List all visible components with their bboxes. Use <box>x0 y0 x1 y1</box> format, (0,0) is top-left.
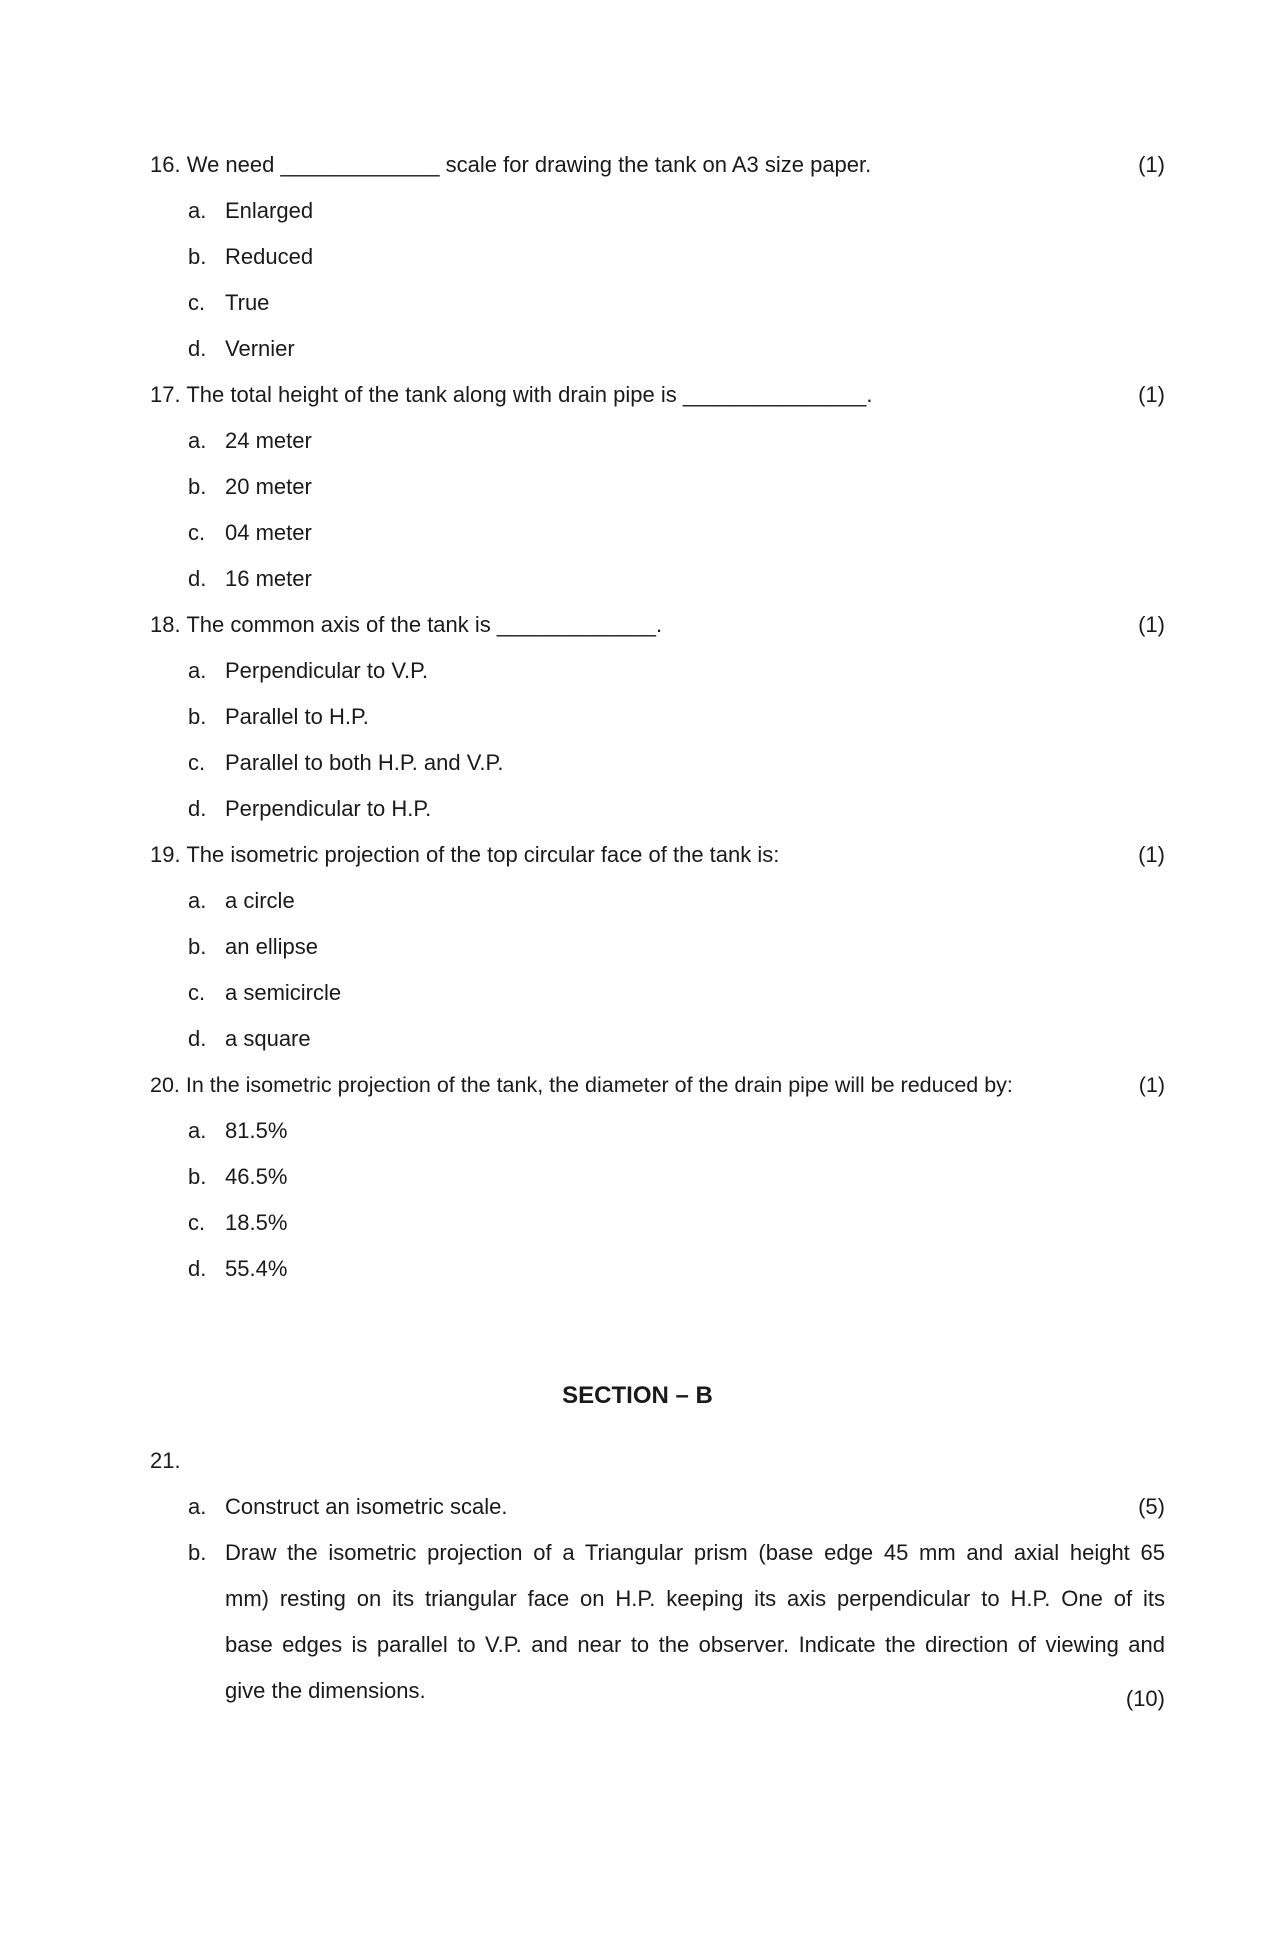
option-letter: b. <box>188 934 207 959</box>
option-text: Parallel to both H.P. and V.P. <box>225 750 504 775</box>
option-text: 18.5% <box>225 1210 288 1235</box>
option-text: Perpendicular to V.P. <box>225 658 429 683</box>
question-body: The total height of the tank along with drain pipe is _______________. <box>186 382 873 407</box>
option <box>188 702 369 732</box>
option-letter: c. <box>188 1210 206 1235</box>
option-letter: a. <box>188 198 207 223</box>
option-text: 16 meter <box>225 566 312 591</box>
option <box>188 196 313 226</box>
option <box>188 242 313 272</box>
option-letter: b. <box>188 704 207 729</box>
option <box>188 426 312 456</box>
option <box>188 1208 287 1238</box>
option <box>188 748 503 778</box>
option-text: Perpendicular to H.P. <box>225 796 432 821</box>
marks-label: (5) <box>1138 1494 1165 1519</box>
option-letter: c. <box>188 520 206 545</box>
option-letter: d. <box>188 336 207 361</box>
question-21-part-a <box>188 1492 1165 1522</box>
question-number: 20. <box>150 1073 180 1097</box>
option <box>188 1162 287 1192</box>
marks-label: (1) <box>1138 842 1165 867</box>
question-text <box>150 840 779 870</box>
question-text <box>150 1070 1013 1100</box>
option-text: a circle <box>225 888 295 913</box>
option-text: Parallel to H.P. <box>225 704 369 729</box>
option <box>188 794 431 824</box>
option <box>188 1024 311 1054</box>
option-letter: b. <box>188 1164 207 1189</box>
option-letter: b. <box>188 244 207 269</box>
option <box>188 518 312 548</box>
option-letter: d. <box>188 796 207 821</box>
option-letter: b. <box>188 474 207 499</box>
question-body: The common axis of the tank is _____________. <box>186 612 663 637</box>
option-text: 55.4% <box>225 1256 288 1281</box>
option-letter: a. <box>188 1494 207 1519</box>
section-b-heading: SECTION – B <box>562 1382 713 1409</box>
option-letter: c. <box>188 290 206 315</box>
paragraph-line: Draw the isometric projection of a Triangular prism (base edge 45 mm and axial height 65 <box>225 1540 1165 1565</box>
part-a-text: Construct an isometric scale. <box>225 1494 508 1519</box>
option <box>188 472 312 502</box>
option <box>188 656 428 686</box>
option-letter: a. <box>188 428 207 453</box>
question-number: 18. <box>150 612 181 637</box>
question-number: 17. <box>150 382 181 407</box>
option-letter: c. <box>188 980 206 1005</box>
paragraph-line: give the dimensions. <box>225 1678 426 1703</box>
option-letter: a. <box>188 1118 207 1143</box>
option-text: Vernier <box>225 336 295 361</box>
marks-label: (1) <box>1138 1073 1165 1097</box>
option-letter: a. <box>188 888 207 913</box>
option-text: a square <box>225 1026 311 1051</box>
option-letter: d. <box>188 1256 207 1281</box>
option <box>188 564 312 594</box>
question-number: 21. <box>150 1448 181 1473</box>
option-text: 24 meter <box>225 428 312 453</box>
option <box>188 334 295 364</box>
question-body: The isometric projection of the top circular face of the tank is: <box>186 842 780 867</box>
option-text: a semicircle <box>225 980 342 1005</box>
question-body: In the isometric projection of the tank, the diameter of the drain pipe will be reduced by: <box>185 1073 1013 1097</box>
option <box>188 978 341 1008</box>
paragraph-line: mm) resting on its triangular face on H.P. keeping its axis perpendicular to H.P. One of its <box>225 1586 1165 1611</box>
option-text: 04 meter <box>225 520 312 545</box>
option-letter: c. <box>188 750 206 775</box>
question-text <box>150 380 873 410</box>
option <box>188 288 269 318</box>
option-text: Enlarged <box>225 198 314 223</box>
option <box>188 886 295 916</box>
question-text <box>150 610 662 640</box>
option-letter: d. <box>188 566 207 591</box>
option-text: Reduced <box>225 244 314 269</box>
question-text <box>150 150 871 180</box>
question-number: 19. <box>150 842 181 867</box>
marks-label: (1) <box>1138 152 1165 177</box>
question-21-part-b-letter <box>188 1538 225 1568</box>
option-text: True <box>225 290 270 315</box>
option-text: 46.5% <box>225 1164 288 1189</box>
marks-label: (1) <box>1138 382 1165 407</box>
option-text: an ellipse <box>225 934 318 959</box>
question-21-part-b-text <box>225 1530 1165 1714</box>
option-letter: b. <box>188 1540 207 1565</box>
question-number: 16. <box>150 152 181 177</box>
option <box>188 1116 287 1146</box>
paragraph-line: base edges is parallel to V.P. and near to the observer. Indicate the direction of viewing and <box>225 1632 1165 1657</box>
option-text: 81.5% <box>225 1118 288 1143</box>
option-letter: d. <box>188 1026 207 1051</box>
option-letter: a. <box>188 658 207 683</box>
marks-label: (10) <box>1125 1686 1165 1711</box>
option <box>188 932 318 962</box>
question-body: We need _____________ scale for drawing the tank on A3 size paper. <box>186 152 872 177</box>
option <box>188 1254 287 1284</box>
option-text: 20 meter <box>225 474 312 499</box>
marks-label: (1) <box>1138 612 1165 637</box>
